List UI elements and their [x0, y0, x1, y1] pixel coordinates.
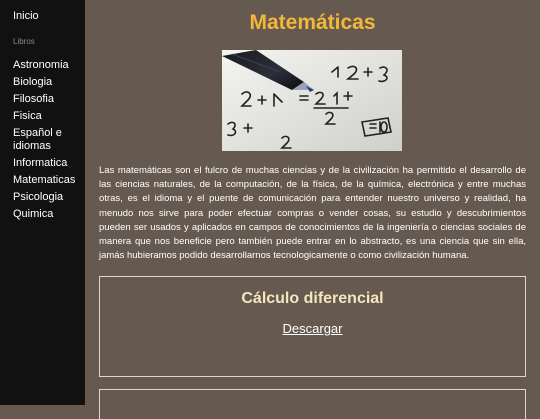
- math-photo-illustration: [222, 50, 402, 151]
- nav-item-fisica[interactable]: Fisica: [13, 110, 42, 122]
- book-card-partial: [99, 389, 526, 419]
- nav-section-label: Libros: [13, 37, 35, 46]
- nav-item-espanol-idiomas[interactable]: Español e idiomas: [13, 127, 62, 152]
- book-card: [99, 276, 526, 377]
- nav-item-informatica[interactable]: Informatica: [13, 157, 68, 169]
- page-title: Matemáticas: [249, 11, 376, 34]
- book-title: Cálculo diferencial: [241, 290, 384, 307]
- description-text: Las matemáticas son el fulcro de muchas ciencias y de la civilización ha permitido el desarrollo de las ciencias naturales, de la computación, de la física, de la química, electrónica y entre muchas otras, es el idioma y el puente de comunicación para entender nuestro universo y realidad, ha menudo nos sirve para poder efectuar compras o vender cosas, su estudio y descubrimientos pueden ser usados y aplicados en campos de conocimientos de la ingeniería o ciencias sociales de manera que nos beneficie pero también puede entrar en lo abstracto, es una ciencia que sin ella, jamás hubieramos podido desarrollarnos tecnologicamente o como civilización humana.: [99, 165, 526, 262]
- download-link[interactable]: Descargar: [282, 321, 343, 336]
- nav-list: [13, 59, 83, 225]
- main-content: [85, 0, 540, 405]
- nav-item-filosofia[interactable]: Filosofia: [13, 93, 54, 105]
- nav-home-link[interactable]: Inicio: [13, 10, 39, 22]
- nav-item-psicologia[interactable]: Psicologia: [13, 191, 64, 203]
- hero-image: [222, 50, 402, 151]
- sidebar: [0, 0, 85, 405]
- nav-item-matematicas[interactable]: Matematicas: [13, 174, 76, 186]
- nav-item-astronomia[interactable]: Astronomia: [13, 59, 69, 71]
- nav-item-biologia[interactable]: Biologia: [13, 76, 53, 88]
- nav-item-quimica[interactable]: Quimica: [13, 208, 54, 220]
